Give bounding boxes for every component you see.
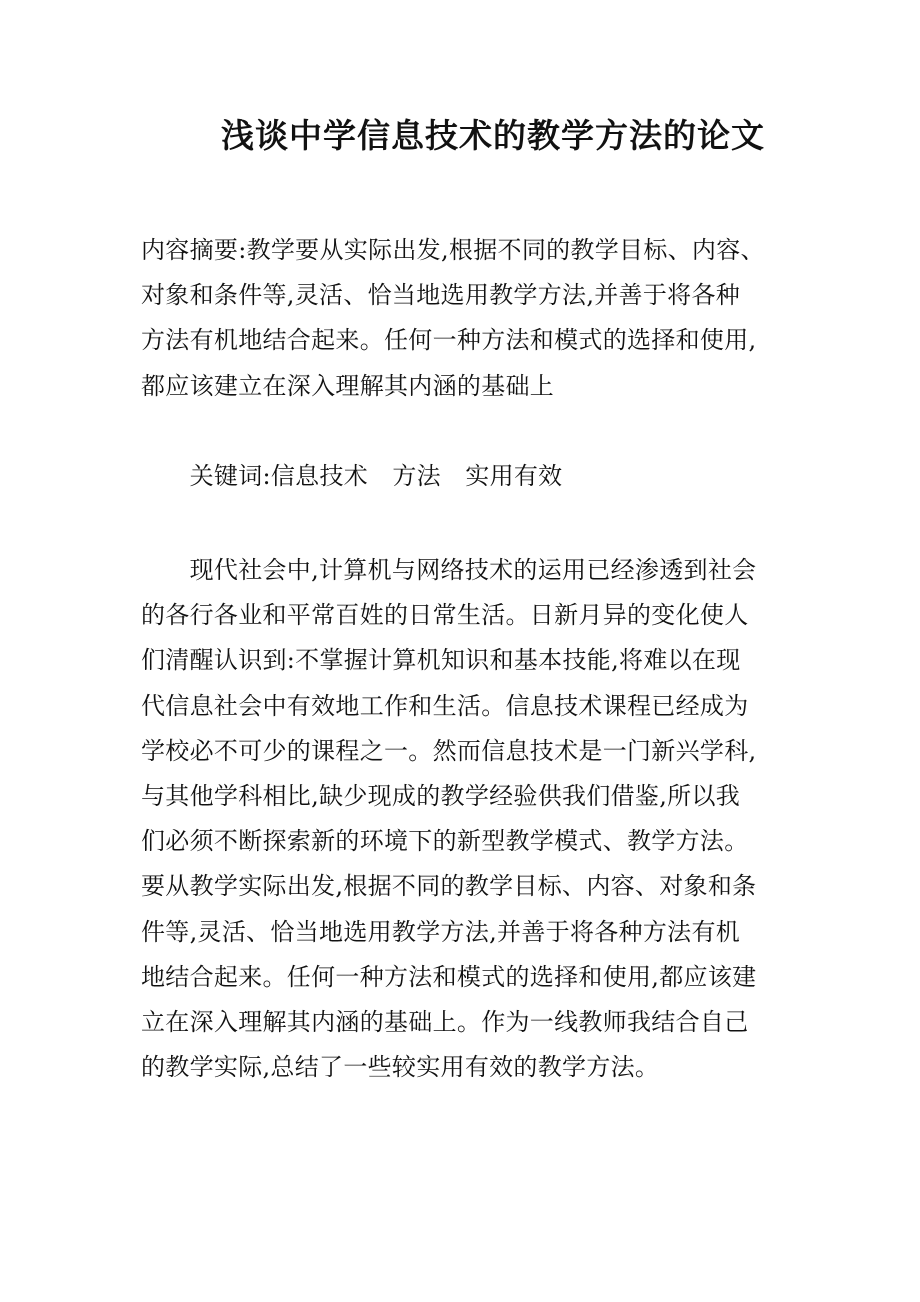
body-line: 们清醒认识到:不掌握计算机知识和基本技能,将难以在现	[141, 646, 741, 675]
body-line: 的教学实际,总结了一些较实用有效的教学方法。	[141, 1053, 660, 1082]
body-line: 现代社会中,计算机与网络技术的运用已经渗透到社会	[141, 556, 757, 584]
body-paragraph	[141, 548, 781, 1090]
keywords-line: 关键词:信息技术 方法 实用有效	[141, 462, 563, 490]
abstract-line: 方法有机地结合起来。任何一种方法和模式的选择和使用,	[141, 326, 757, 355]
keywords-paragraph	[141, 454, 781, 499]
body-line: 的各行各业和平常百姓的日常生活。日新月异的变化使人	[141, 601, 749, 630]
body-line: 与其他学科相比,缺少现成的教学经验供我们借鉴,所以我	[141, 781, 741, 810]
body-line: 要从教学实际出发,根据不同的教学目标、内容、对象和条	[141, 872, 757, 901]
body-line: 代信息社会中有效地工作和生活。信息技术课程已经成为	[141, 691, 749, 720]
abstract-line: 对象和条件等,灵活、恰当地选用教学方法,并善于将各种	[141, 281, 741, 310]
body-line: 学校必不可少的课程之一。然而信息技术是一门新兴学科,	[141, 736, 757, 765]
abstract-paragraph	[141, 228, 781, 409]
abstract-line: 都应该建立在深入理解其内涵的基础上	[141, 371, 555, 400]
body-line: 们必须不断探索新的环境下的新型教学模式、教学方法。	[141, 827, 749, 856]
body-line: 件等,灵活、恰当地选用教学方法,并善于将各种方法有机	[141, 917, 741, 946]
document-title: 浅谈中学信息技术的教学方法的论文	[221, 116, 765, 155]
abstract-line: 内容摘要:教学要从实际出发,根据不同的教学目标、内容、	[141, 236, 765, 264]
body-line: 立在深入理解其内涵的基础上。作为一线教师我结合自己	[141, 1007, 749, 1036]
body-line: 地结合起来。任何一种方法和模式的选择和使用,都应该建	[141, 962, 757, 991]
